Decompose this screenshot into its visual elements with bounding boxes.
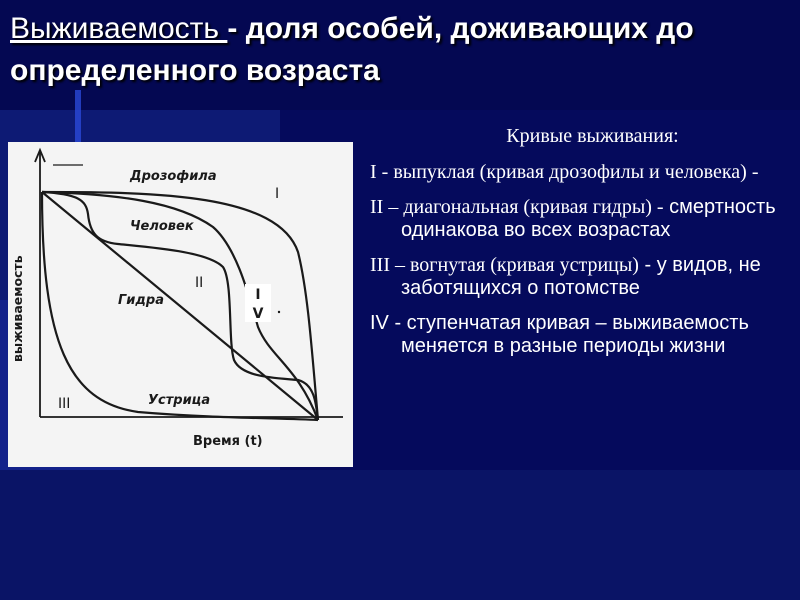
title-definition: - доля особей, доживающих до определенного возраста: [10, 12, 694, 87]
legend-item-I-text: I - выпуклая (кривая дрозофилы и человека) -: [370, 161, 759, 183]
decorative-glow: [75, 90, 81, 145]
roman-label-IV-top: I: [255, 287, 261, 303]
label-hydra: Гидра: [118, 293, 164, 308]
label-drosophila: Дрозофила: [130, 169, 217, 184]
slide-title: [10, 8, 790, 92]
roman-label-IV: [245, 284, 271, 322]
legend-heading: Кривые выживания:: [506, 125, 679, 147]
legend-item-II-line1: II – диагональная (кривая гидры) -: [370, 196, 664, 218]
roman-label-I: I: [275, 186, 280, 202]
legend-item-III-line2: - у видов, не заботящихся о потомстве: [401, 254, 761, 299]
legend-item-III-line1: III – вогнутая (кривая устрицы): [370, 254, 639, 276]
legend-item-I: [370, 161, 795, 184]
legend-item-II-line2: смертность одинакова во всех возрастах: [401, 196, 776, 241]
y-axis-label: выживаемость: [10, 255, 25, 362]
background-panel-bottom: [0, 470, 800, 600]
x-axis-label: Время (t): [193, 434, 263, 449]
title-term: Выживаемость: [10, 12, 228, 45]
dot: [278, 311, 280, 313]
legend-item-IV: [370, 312, 795, 358]
survival-curves-figure: [8, 142, 353, 467]
survival-curves-diagram: [8, 142, 353, 467]
roman-label-II: II: [195, 275, 204, 291]
legend-item-IV-line1: IV -: [370, 312, 407, 334]
legend-item-IV-line2: ступенчатая кривая – выживаемость меняется в разные периоды жизни: [401, 312, 749, 357]
legend-panel: [370, 125, 795, 370]
legend-item-II: [370, 196, 795, 242]
label-human: Человек: [130, 219, 194, 234]
legend-item-III: [370, 254, 795, 300]
roman-label-III: III: [58, 396, 71, 412]
roman-label-IV-bottom: V: [252, 306, 264, 322]
label-oyster: Устрица: [148, 393, 211, 408]
